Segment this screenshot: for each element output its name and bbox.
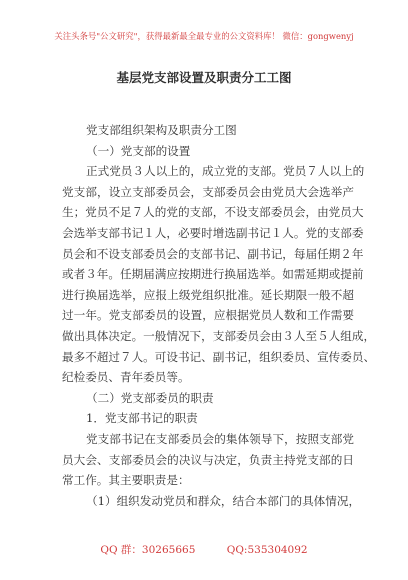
- body-line: 党支部书记在支部委员会的集体领导下，按照支部党: [86, 431, 354, 446]
- body-line: 生；党员不足７人的党的支部，不设支部委员会，由党员大: [62, 205, 364, 220]
- section-heading: （二）党支部委员的职责: [86, 390, 214, 405]
- body-line: 纪检委员、青年委员等。: [62, 370, 190, 385]
- document-title: 基层党支部设置及职责分工工图: [116, 70, 292, 85]
- qq-group-label: QQ 群：30265665: [100, 544, 196, 556]
- body-line: 会选举支部书记１人，必要时增选副书记１人。党的支部委: [62, 225, 364, 240]
- document-body: [62, 120, 376, 511]
- body-line: 党支部，设立支部委员会，支部委员会由党员大会选举产: [62, 184, 354, 199]
- qq-number-label: QQ:535304092: [226, 544, 308, 556]
- body-line: 过一年。党支部委员的设置，应根据党员人数和工作需要: [62, 308, 354, 323]
- body-line: 正式党员３人以上的，成立党的支部。党员７人以上的: [86, 164, 365, 179]
- body-line: 员大会、支部委员会的决议与决定，负责主持党支部的日: [62, 452, 354, 467]
- body-line: 做出具体决定。一般情况下，支部委员会由３人至５人组成，: [62, 328, 376, 343]
- subsection-heading: 1．党支部书记的职责: [86, 411, 198, 426]
- body-line: 或者３年。任期届满应按期进行换届选举。如需延期或提前: [62, 267, 364, 282]
- header-promo-note: 关注头条号"公文研究"，获得最新最全最专业的公文资料库！ 微信：gongwenyj: [54, 31, 354, 41]
- body-line: 最多不超过７人。可设书记、副书记，组织委员、宣传委员、: [62, 349, 376, 364]
- footer-contact: [0, 542, 408, 557]
- section-heading: （一）党支部的设置: [86, 143, 191, 158]
- list-item: （1）组织发动党员和群众，结合本部门的具体情况，: [86, 493, 361, 508]
- body-line: 常工作。其主要职责是：: [62, 473, 190, 488]
- body-line: 党支部组织架构及职责分工图: [86, 123, 237, 137]
- body-line: 进行换届选举，应报上级党组织批准。延长期限一般不超: [62, 287, 354, 302]
- body-line: 员会和不设支部委员会的支部书记、副书记，每届任期２年: [62, 246, 364, 261]
